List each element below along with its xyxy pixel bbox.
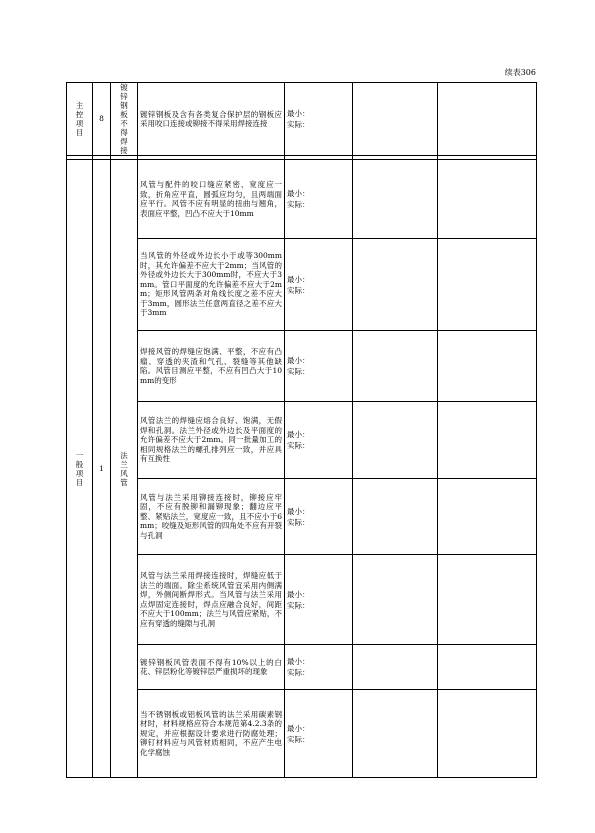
general-item-no: 1: [93, 160, 111, 778]
general-row: [67, 645, 537, 690]
general-result: 最小： 实际：: [285, 160, 353, 239]
continuation-label: 续表306: [504, 68, 536, 77]
general-row: [67, 555, 537, 645]
inspection-table: [66, 82, 537, 778]
general-requirement: 风管与法兰采用焊接连接时，焊缝应低于法兰的端面。除尘系统风管宜采用内侧满焊，外侧间断焊形式。当风管与法兰采用点焊固定连接时，焊点应融合良好，间距不应大于100mm；法兰与风管应紧贴，不应有穿透的缝隙与孔洞: [138, 555, 285, 645]
general-result: 最小： 实际：: [285, 479, 353, 555]
general-result: 最小： 实际：: [285, 645, 353, 690]
main-control-row: [67, 83, 537, 156]
general-result: 最小： 实际：: [285, 331, 353, 402]
main-empty-cell-2: [438, 83, 537, 156]
main-empty-cell-1: [353, 83, 438, 156]
main-category-cell: 主控项目: [67, 83, 93, 156]
main-item-no: 8: [93, 83, 111, 156]
general-result: 最小： 实际：: [285, 402, 353, 479]
general-requirement: 当风管的外径或外边长小于或等300mm时，其允许偏差不应大于2mm；当风管的外径或外边长大于300mm时，不应大于3mm。管口平面度的允许偏差不应大于2mm；矩形风管两条对角线长度之差不应大于3mm，圆形法兰任意两直径之差不应大于3mm: [138, 239, 285, 331]
general-row: [67, 239, 537, 331]
general-requirement: 焊接风管的焊缝应饱满、平整，不应有凸瘤、穿透的夹渣和气孔、裂缝等其他缺陷。风管目测应平整，不应有凹凸大于10mm的变形: [138, 331, 285, 402]
main-requirement: 镀锌钢板及含有各类复合保护层的钢板应采用咬口连接或铆接不得采用焊接连接: [138, 83, 285, 156]
main-result: 最小： 实际：: [285, 83, 353, 156]
general-row: [67, 331, 537, 402]
main-item-name: 镀锌钢板不得焊接: [111, 83, 138, 156]
general-row: [67, 160, 537, 239]
general-item-name: 法兰风管: [111, 160, 138, 778]
general-requirement: 风管法兰的焊缝应熔合良好、饱满，无假焊和孔洞。法兰外径或外边长及平面度的允许偏差不应大于2mm。同一批量加工的相同规格法兰的螺孔排列应一致，并应具有互换性: [138, 402, 285, 479]
general-row: [67, 479, 537, 555]
general-requirement: 风管与配件的咬口缝应紧密、宽度应一致，折角应平直，圆弧应均匀，且两端面应平行。风管不应有明显的扭曲与翘角，表面应平整，凹凸不应大于10mm: [138, 160, 285, 239]
general-requirement: 镀锌钢板风管表面不得有10%以上的白花、锌层粉化等镀锌层严重损坏的现象: [138, 645, 285, 690]
general-category-cell: 一般项目: [67, 160, 93, 778]
general-result: 最小： 实际：: [285, 690, 353, 778]
general-requirement: 风管与法兰采用铆接连接时，铆接应牢固，不应有脱铆和漏铆现象；翻边应平整、紧贴法兰，宽度应一致，且不应小于6mm；咬缝及矩形风管的四角处不应有开裂与孔洞: [138, 479, 285, 555]
general-result: 最小： 实际：: [285, 555, 353, 645]
general-result: 最小： 实际：: [285, 239, 353, 331]
general-row: [67, 690, 537, 778]
general-requirement: 当不锈钢板或铝板风管的法兰采用碳素钢材时，材料规格应符合本规范第4.2.3条的规定，并应根据设计要求进行防腐处理；铆钉材料应与风管材质相同，不应产生电化学腐蚀: [138, 690, 285, 778]
general-row: [67, 402, 537, 479]
